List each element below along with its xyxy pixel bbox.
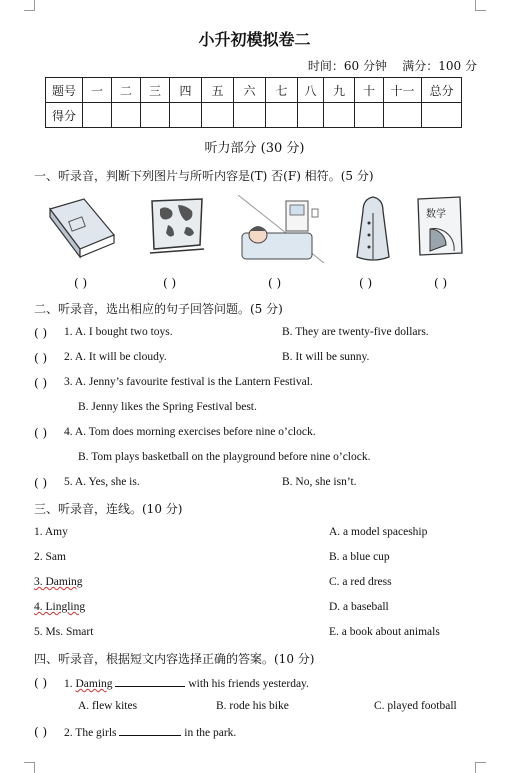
score-input-cell[interactable] <box>83 103 112 128</box>
world-map-icon <box>148 195 206 255</box>
score-input-cell[interactable] <box>324 103 355 128</box>
question-option-b: B. They are twenty-five dollars. <box>282 326 429 338</box>
book-icon <box>44 195 120 263</box>
table-cell: 十 <box>355 78 384 103</box>
score-table <box>45 77 462 128</box>
score-input-cell[interactable] <box>141 103 170 128</box>
question-option-a: 3. A. Jenny’s favourite festival is the Lantern Festival. <box>64 376 313 388</box>
section1-heading: 一、听录音，判断下列图片与所听内容是(T) 否(F) 相符。(5 分) <box>34 169 374 183</box>
table-cell: 九 <box>324 78 355 103</box>
question-option-b: B. No, she isn’t. <box>282 476 357 488</box>
score-table-header-row <box>46 78 462 103</box>
table-cell: 一 <box>83 78 112 103</box>
score-input-cell[interactable] <box>384 103 422 128</box>
table-cell: 题号 <box>46 78 83 103</box>
match-right-item[interactable]: E. a book about animals <box>329 626 440 638</box>
table-cell: 二 <box>112 78 141 103</box>
option-c: C. played football <box>374 700 457 712</box>
option-b: B. rode his bike <box>216 700 289 712</box>
table-cell: 五 <box>202 78 234 103</box>
question-text: with his friends yesterday. <box>188 678 309 690</box>
match-right-item[interactable]: A. a model spaceship <box>329 526 428 538</box>
score-input-cell[interactable] <box>170 103 202 128</box>
match-right-item[interactable]: C. a red dress <box>329 576 392 588</box>
answer-paren[interactable]: ( ) <box>34 676 48 690</box>
question-1 <box>64 676 309 690</box>
match-left-item[interactable]: 4. Lingling <box>34 601 86 613</box>
table-cell: 总分 <box>422 78 462 103</box>
answer-paren[interactable]: ( ) <box>34 326 48 340</box>
match-left-item[interactable]: 1. Amy <box>34 526 68 538</box>
math-book-icon <box>416 195 464 257</box>
match-left-item[interactable]: 2. Sam <box>34 551 66 563</box>
table-cell: 四 <box>170 78 202 103</box>
question-option-b: B. Jenny likes the Spring Festival best. <box>78 401 257 413</box>
match-right-item[interactable]: B. a blue cup <box>329 551 390 563</box>
answer-paren[interactable]: ( ) <box>34 376 48 390</box>
table-cell: 六 <box>234 78 266 103</box>
question-number: 1. <box>64 678 73 690</box>
answer-paren[interactable]: ( ) <box>34 426 48 440</box>
question-option-a: 2. A. It will be cloudy. <box>64 351 167 363</box>
table-cell: 得分 <box>46 103 83 128</box>
time-label: 时间：60 分钟 <box>307 59 387 73</box>
question-text: 2. The girls <box>64 727 117 739</box>
page-title: 小升初模拟卷二 <box>198 30 311 49</box>
table-cell: 八 <box>298 78 324 103</box>
exam-meta <box>308 57 477 74</box>
answer-paren[interactable]: ( ) <box>434 276 448 290</box>
answer-paren[interactable]: ( ) <box>268 276 282 290</box>
question-option-a: 1. A. I bought two toys. <box>64 326 173 338</box>
match-left-item[interactable]: 3. Daming <box>34 576 83 588</box>
table-cell: 十一 <box>384 78 422 103</box>
score-input-cell[interactable] <box>234 103 266 128</box>
raincoat-icon <box>355 195 391 265</box>
answer-paren[interactable]: ( ) <box>34 725 48 739</box>
fill-blank[interactable] <box>115 676 185 687</box>
listening-heading: 听力部分 (30 分) <box>204 141 305 156</box>
crop-mark-top-left <box>24 0 35 11</box>
score-input-cell[interactable] <box>266 103 298 128</box>
score-input-cell[interactable] <box>422 103 462 128</box>
match-left-item[interactable]: 5. Ms. Smart <box>34 626 94 638</box>
crop-mark-bottom-left <box>24 762 35 773</box>
score-input-cell[interactable] <box>202 103 234 128</box>
fill-blank[interactable] <box>119 725 181 736</box>
score-input-cell[interactable] <box>298 103 324 128</box>
sleeping-child-icon <box>238 195 328 265</box>
score-input-cell[interactable] <box>355 103 384 128</box>
section4-heading: 四、听录音，根据短文内容选择正确的答案。(10 分) <box>34 652 315 666</box>
table-cell: 三 <box>141 78 170 103</box>
match-right-item[interactable]: D. a baseball <box>329 601 389 613</box>
question-text: in the park. <box>184 727 237 739</box>
score-input-cell[interactable] <box>112 103 141 128</box>
answer-paren[interactable]: ( ) <box>74 276 88 290</box>
score-table-score-row <box>46 103 462 128</box>
answer-paren[interactable]: ( ) <box>163 276 177 290</box>
question-option-b: B. Tom plays basketball on the playground before nine o’clock. <box>78 451 371 463</box>
answer-paren[interactable]: ( ) <box>34 351 48 365</box>
question-option-a: 4. A. Tom does morning exercises before nine o’clock. <box>64 426 316 438</box>
section2-heading: 二、听录音，选出相应的句子回答问题。(5 分) <box>34 302 283 316</box>
question-option-a: 5. A. Yes, she is. <box>64 476 140 488</box>
section3-heading: 三、听录音，连线。(10 分) <box>34 502 183 516</box>
math-book-label: 数学 <box>426 209 446 220</box>
table-cell: 七 <box>266 78 298 103</box>
answer-paren[interactable]: ( ) <box>34 476 48 490</box>
answer-paren[interactable]: ( ) <box>359 276 373 290</box>
score-label: 满分：100 分 <box>402 59 477 73</box>
crop-mark-top-right <box>475 0 486 11</box>
option-a: A. flew kites <box>78 700 138 712</box>
crop-mark-bottom-right <box>475 762 486 773</box>
question-subject: Daming <box>75 678 113 690</box>
question-option-b: B. It will be sunny. <box>282 351 370 363</box>
question-2 <box>64 725 236 739</box>
